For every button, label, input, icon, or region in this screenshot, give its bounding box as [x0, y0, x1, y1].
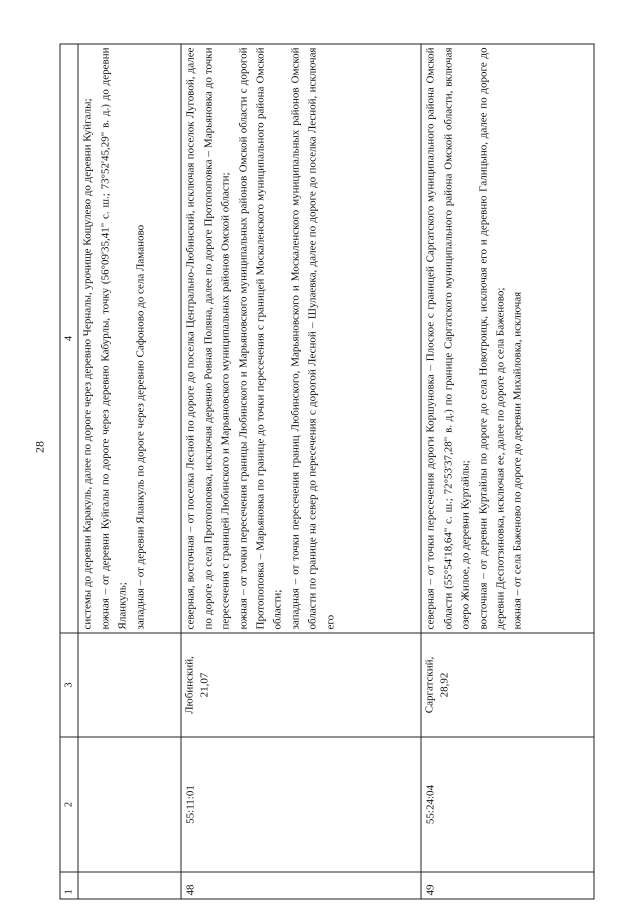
boundary-line: западная – от точки пересечения границ Любинского, Марьяновского и Москаленского муниципальных районов Омской области по границе на север до пересечения с дорогой Лесной – Шулаевка, далее по дороге до поселка Лесной, исключая его [289, 47, 337, 630]
boundary-line: северная – от точки пересечения дороги Коршуновка – Плоское с границей Саргатского муниципального района Омской области (55°54'18,64" с. ш.; 72°53'37,28" в. д.) по границе Саргатского муниципального района Омской области, включая озеро Жилое, до деревни Куртайлы; [424, 47, 472, 630]
zones-table [60, 44, 595, 900]
rotated-table-container [60, 45, 595, 900]
table-row [421, 44, 594, 899]
district-name: Любинский, [183, 656, 196, 714]
page-number: 28 [32, 441, 47, 453]
district-cell [78, 633, 181, 737]
district-value: 28,92 [438, 672, 451, 698]
boundary-line: северная, восточная – от поселка Лесной по дороге до поселка Центрально-Любинский, исключая поселок Луговой, далее по дороге до села Протопоповка, исключая деревню Ровная Поляна, далее по дороге Протопоповка – Марьяновка до точки пересечения с границей Любинского и Марьяновского муниципальных районов Омской области; [184, 47, 232, 630]
header-col-2: 2 [60, 737, 78, 872]
district-cell [421, 633, 594, 737]
boundary-line: системы до деревни Каракуль, далее по дороге через деревню Черналы, урочище Кощулево до деревни Куйгалы; [81, 98, 94, 630]
district-cell [181, 633, 421, 737]
header-col-4: 4 [60, 44, 78, 633]
table-row [181, 44, 421, 899]
row-number: 49 [421, 872, 594, 899]
boundary-description [181, 44, 421, 633]
boundary-description [78, 44, 181, 633]
table-row [78, 44, 181, 899]
cadastral-code: 55:11:01 [181, 737, 421, 872]
district-value: 21,07 [198, 672, 211, 698]
boundary-line: южная – от деревни Куйгалы по дороге через деревню Кабурлы, точку (56°09'35,41" с. ш.; 73°52'45,29" в. д.) до деревни Яланкуль; [99, 47, 129, 630]
cadastral-code: 55:24:04 [421, 737, 594, 872]
boundary-line: южная – от села Баженово по дороге до деревни Михайловка, исключая [511, 291, 524, 630]
header-col-3: 3 [60, 633, 78, 737]
header-col-1: 1 [60, 872, 78, 899]
district-name: Саргатский, [423, 656, 436, 714]
boundary-description [421, 44, 594, 633]
cadastral-code [78, 737, 181, 872]
row-number: 48 [181, 872, 421, 899]
table-header-row [60, 44, 78, 899]
boundary-line: западная – от деревни Яланкуль по дороге через деревню Сафоново до села Ламаново [134, 224, 147, 630]
row-number [78, 872, 181, 899]
boundary-line: восточная – от деревни Куртайлы по дороге до села Новотроицк, исключая его и деревню Галицыно, далее по дороге до деревни Деспотзиновка, исключая ее, далее по дороге до села Баженово; [477, 47, 507, 630]
boundary-line: южная – от точки пересечения границы Любинского и Марьяновского муниципальных районов Омской области с дорогой Протопоповка – Марьяновка по границе до точки пересечения с границей Москаленского муниципального района Омской области; [237, 47, 284, 630]
